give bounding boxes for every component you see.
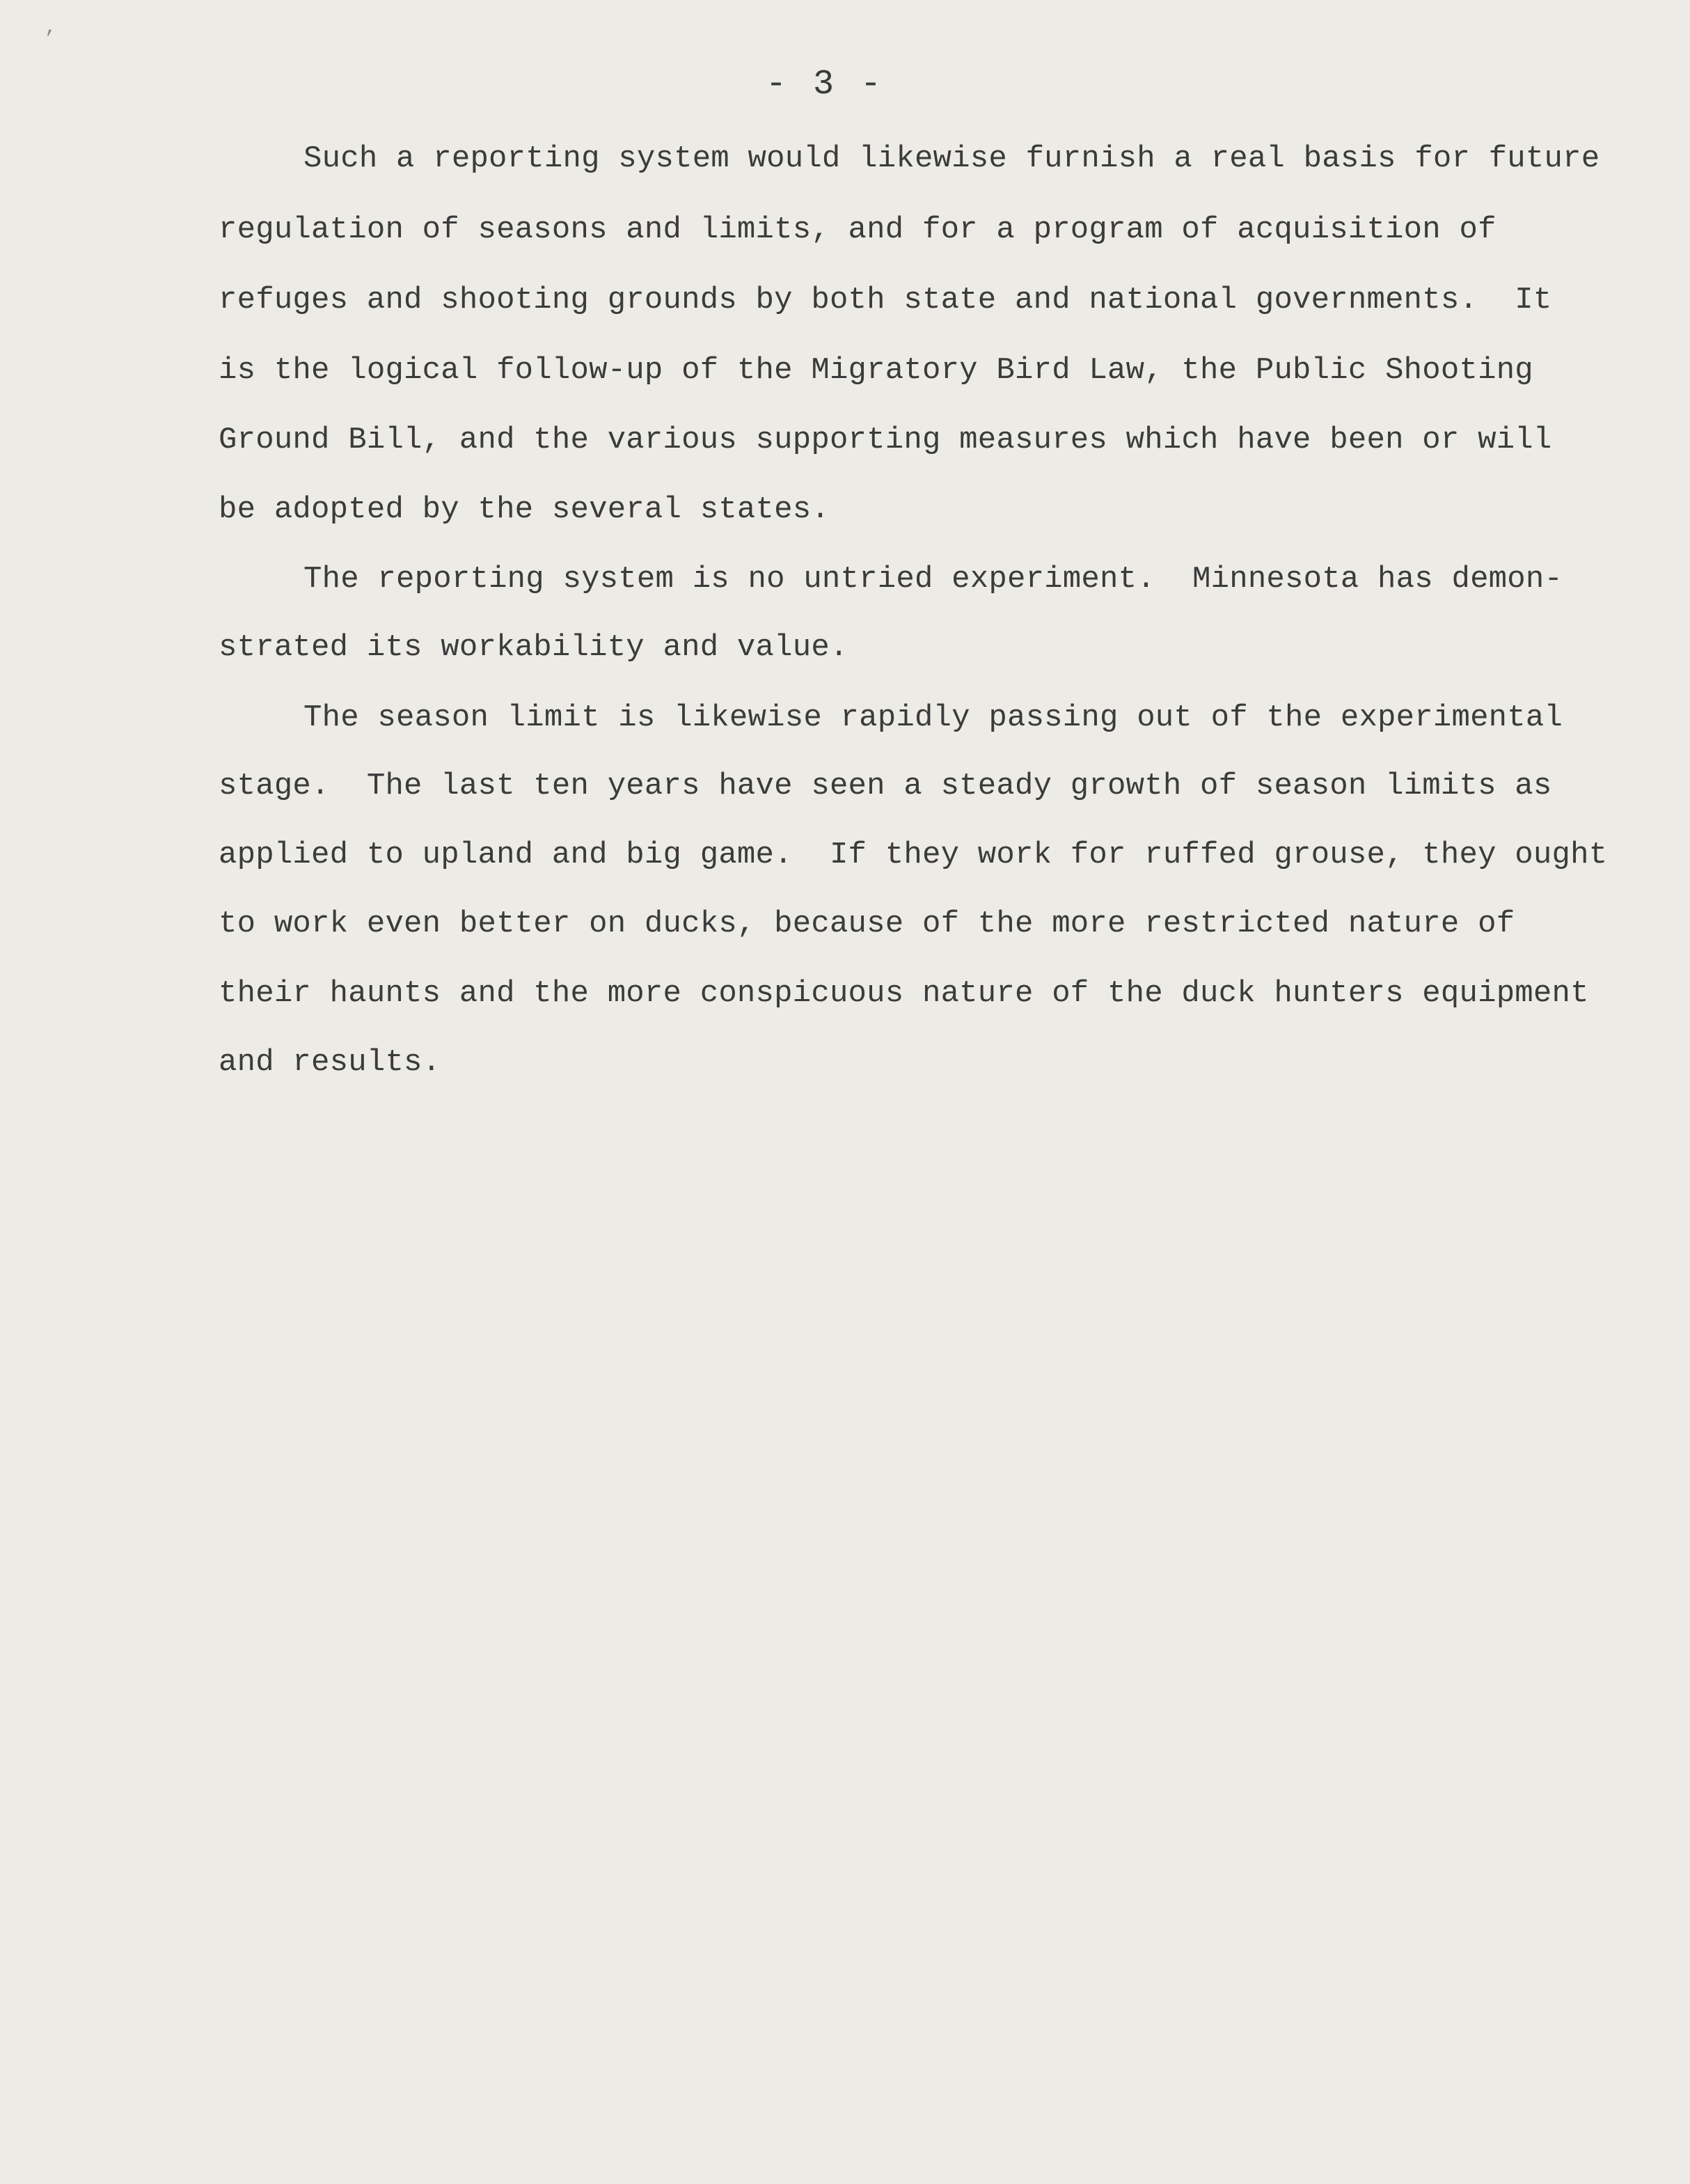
paragraph-3-line-4: to work even better on ducks, because of the more restricted nature of: [219, 906, 1515, 941]
paragraph-1-line-4: is the logical follow-up of the Migratory Bird Law, the Public Shooting: [219, 353, 1533, 388]
paragraph-1-line-1: Such a reporting system would likewise furnish a real basis for future: [303, 141, 1600, 176]
paragraph-1-line-2: regulation of seasons and limits, and for a program of acquisition of: [219, 212, 1496, 247]
paragraph-3-line-1: The season limit is likewise rapidly passing out of the experimental: [303, 700, 1563, 735]
paragraph-2-line-2: strated its workability and value.: [219, 630, 848, 665]
corner-pencil-mark: ’: [43, 28, 56, 52]
paragraph-3-line-6: and results.: [219, 1045, 441, 1080]
paragraph-1-line-6: be adopted by the several states.: [219, 492, 830, 527]
page-number: - 3 -: [766, 65, 885, 104]
paragraph-1-line-3: refuges and shooting grounds by both state and national governments. It: [219, 283, 1552, 317]
paragraph-3-line-3: applied to upland and big game. If they work for ruffed grouse, they ought: [219, 838, 1608, 872]
paragraph-3-line-5: their haunts and the more conspicuous nature of the duck hunters equipment: [219, 976, 1589, 1011]
paragraph-2-line-1: The reporting system is no untried experiment. Minnesota has demon-: [303, 562, 1563, 597]
paragraph-1-line-5: Ground Bill, and the various supporting measures which have been or will: [219, 423, 1552, 457]
paragraph-3-line-2: stage. The last ten years have seen a steady growth of season limits as: [219, 769, 1552, 803]
